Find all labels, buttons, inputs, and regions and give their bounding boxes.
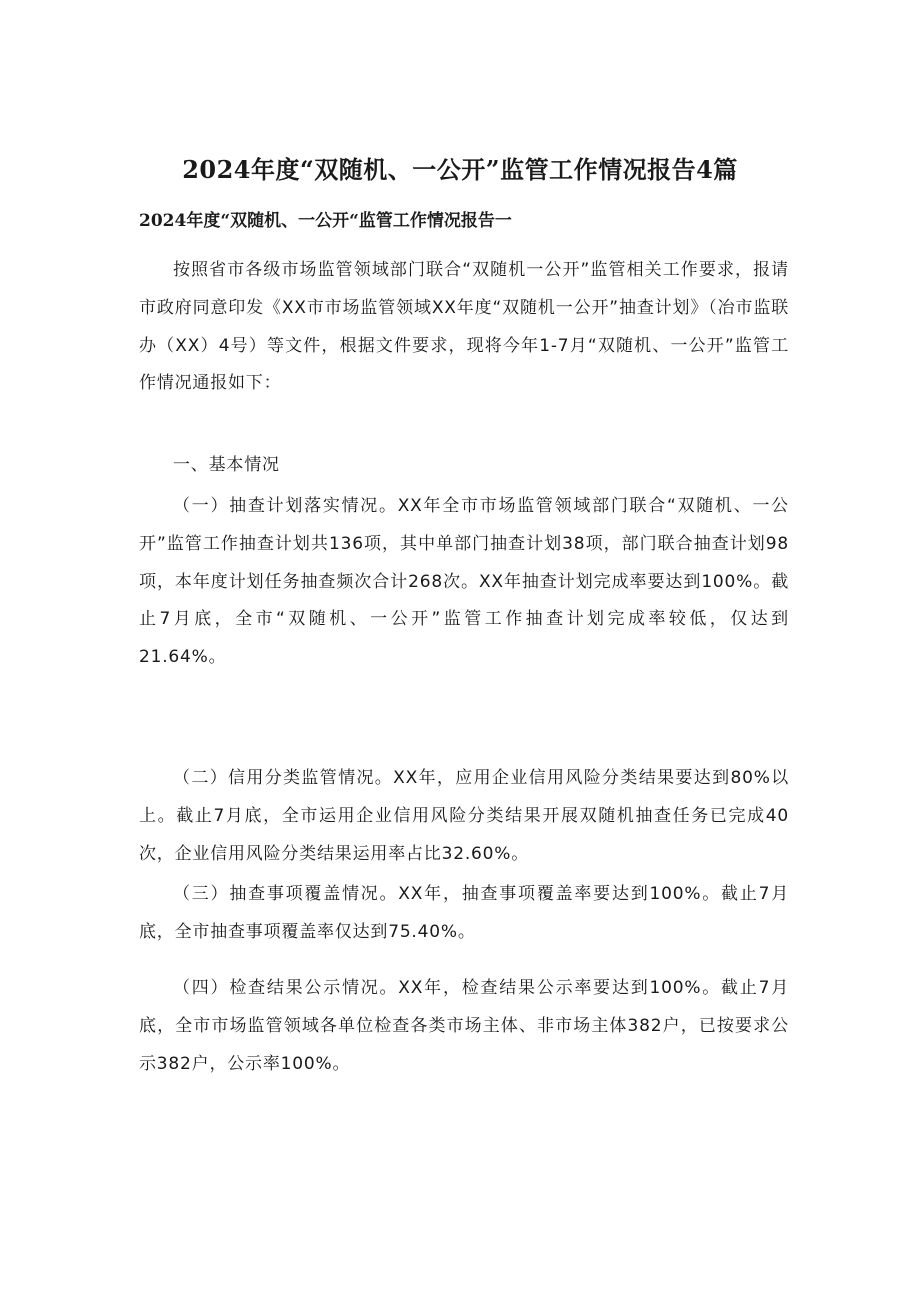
credit-supervision-paragraph: （二）信用分类监管情况。XX年，应用企业信用风险分类结果要达到80%以上。截止7月底，全市运用企业信用风险分类结果开展双随机抽查任务已完成40次，企业信用风险分类结果运用率占比32.60%。 — [139, 768, 789, 864]
publicity-paragraph: （四）检查结果公示情况。XX年，检查结果公示率要达到100%。截止7月底，全市市场监管领域各单位检查各类市场主体、非市场主体382户，已按要求公示382户，公示率100%。 — [139, 978, 789, 1074]
intro-paragraph: 按照省市各级市场监管领域部门联合“双随机一公开”监管相关工作要求，报请市政府同意印发《XX市市场监管领域XX年度“双随机一公开”抽查计划》（冶市监联办（XX）4号）等文件，根据文件要求，现将今年1-7月“双随机、一公开”监管工作情况通报如下： — [139, 260, 789, 394]
coverage-paragraph: （三）抽查事项覆盖情况。XX年，抽查事项覆盖率要达到100%。截止7月底，全市抽查事项覆盖率仅达到75.40%。 — [139, 884, 789, 942]
basic-situation-heading: 一、基本情况 — [173, 455, 280, 475]
plan-implementation-paragraph: （一）抽查计划落实情况。XX年全市市场监管领域部门联合“双随机、一公开”监管工作抽查计划共136项，其中单部门抽查计划38项，部门联合抽查计划98项，本年度计划任务抽查频次合计268次。XX年抽查计划完成率要达到100%。截止7月底，全市“双随机、一公开”监管工作抽查计划完成率较低，仅达到21.64%。 — [139, 496, 789, 668]
section-heading: 2024年度“双随机、一公开“监管工作情况报告一 — [139, 211, 512, 231]
document-title: 2024年度“双随机、一公开”监管工作情况报告4篇 — [182, 155, 738, 184]
